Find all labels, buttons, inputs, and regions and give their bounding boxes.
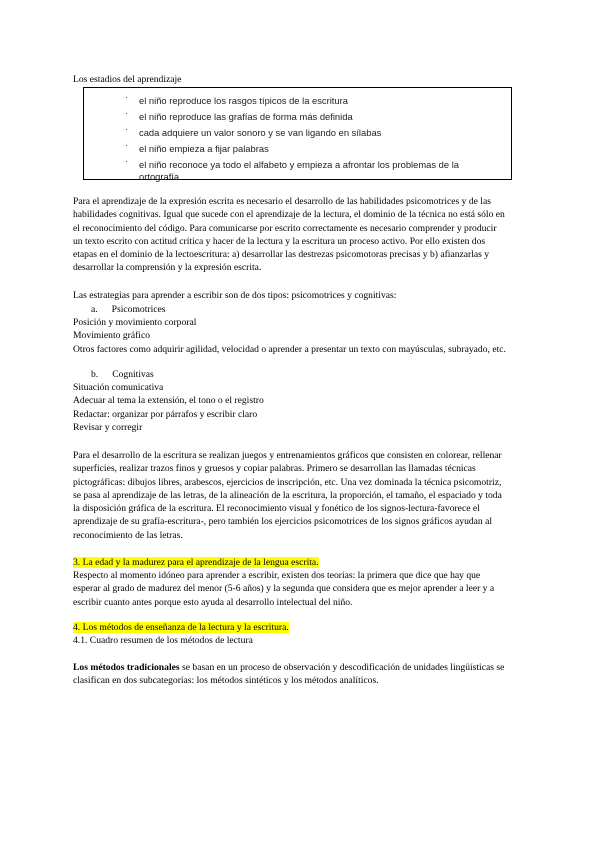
section-4-heading: 4. Los métodos de enseñanza de la lectura y la escritura. — [73, 622, 289, 633]
bullet-icon: · — [125, 156, 128, 166]
bullet-icon: · — [125, 108, 128, 118]
bullet-icon: · — [125, 140, 128, 150]
section-4-subheading: 4.1. Cuadro resumen de los métodos de lectura — [73, 635, 253, 646]
strategies-intro: Las estrategias para aprender a escribir son de dos tipos: psicomotrices y cognitivas: — [73, 290, 397, 301]
bold-term: Los métodos tradicionales — [73, 662, 180, 673]
list-item: Movimiento gráfico — [73, 330, 150, 342]
list-a-items — [73, 316, 533, 356]
paragraph-expression: Para el aprendizaje de la expresión escrita es necesario el desarrollo de las habilidades psicomotrices y de las habilidades cognitivas. Igual que sucede con el aprendizaje de la lectura, el dominio de la técnica no está sólo en el reconocimiento del código. Para comunicarse por escrito correctamente es necesario comprender y producir un texto escrito con actitud crítica y hacer de la lectura y la escritura un proceso activo. Por ello existen dos etapas en el dominio de la lectoescritura: a) desarrollar las destrezas psicomotoras precisas y b) afianzarlas y desarrollar la comprensión y la expresión escrita. — [73, 196, 505, 274]
stage-item: · el niño reproduce las grafías de forma más definida — [125, 108, 353, 122]
list-b-items — [73, 381, 533, 434]
paragraph-development: Para el desarrollo de la escritura se realizan juegos y entrenamientos gráficos que consisten en colorear, rellenar superficies, realizar trazos finos y gruesos y copiar palabras. Primero se desarrollan las llamadas técnicas pictográficas: dibujos libres, arabescos, ejercicios de inscripción, etc. Una vez dominada la técnica psicomotriz, se pasa al aprendizaje de las letras, de la alineación de la escritura, la proporción, el tamaño, el espaciado y toda la disposición gráfica de la escritura. El reconocimiento visual y fonético de los signos-lectura-favorece el aprendizaje de su grafía-escritura-, pero también los ejercicios psicomotrices de los signos gráficos ayudan al reconocimiento de las letras. — [73, 450, 502, 541]
section-3-heading: 3. La edad y la madurez para el aprendizaje de la lengua escrita. — [73, 557, 319, 568]
stage-item-continuation: ortografía. — [139, 171, 182, 182]
list-item: Redactar: organizar por párrafos y escribir claro — [73, 408, 258, 420]
paragraph-traditional-methods: Los métodos tradicionales se basan en un proceso de observación y descodificación de unidades lingüísticas se clasifican en dos subcategorías: los métodos sintéticos y los métodos analíticos. — [73, 662, 505, 687]
stages-box — [83, 87, 512, 180]
list-item: Situación comunicativa — [73, 382, 164, 393]
list-b-heading: b. Cognitivas — [91, 369, 154, 380]
stage-item: · el niño reconoce ya todo el alfabeto y empieza a afrontar los problemas de la — [125, 156, 459, 170]
stage-item: · cada adquiere un valor sonoro y se van ligando en sílabas — [125, 124, 382, 138]
section-3-text: Respecto al momento idóneo para aprender a escribir, existen dos teorías: la primera que dice que hay que esperar al grado de madurez del menor (5-6 años) y la segunda que considera que es mejor aprender a leer y a escribir cuanto antes porque esto ayuda al desarrollo intelectual del niño. — [73, 570, 495, 608]
page-title: Los estadios del aprendizaje — [73, 74, 182, 85]
list-item: Otros factores como adquirir agilidad, velocidad o aprender a presentar un texto con mayúsculas, subrayado, etc. — [73, 343, 506, 355]
list-item: Revisar y corregir — [73, 421, 143, 433]
bullet-icon: · — [125, 124, 128, 134]
list-item: Posición y movimiento corporal — [73, 317, 197, 328]
stage-item: · el niño reproduce los rasgos típicos de la escritura — [125, 92, 348, 106]
stage-item: · el niño empieza a fijar palabras — [125, 140, 269, 154]
list-item: Adecuar al tema la extensión, el tono o el registro — [73, 395, 264, 407]
list-a-heading: a. Psicomotrices — [91, 304, 166, 315]
bullet-icon: · — [125, 92, 128, 102]
